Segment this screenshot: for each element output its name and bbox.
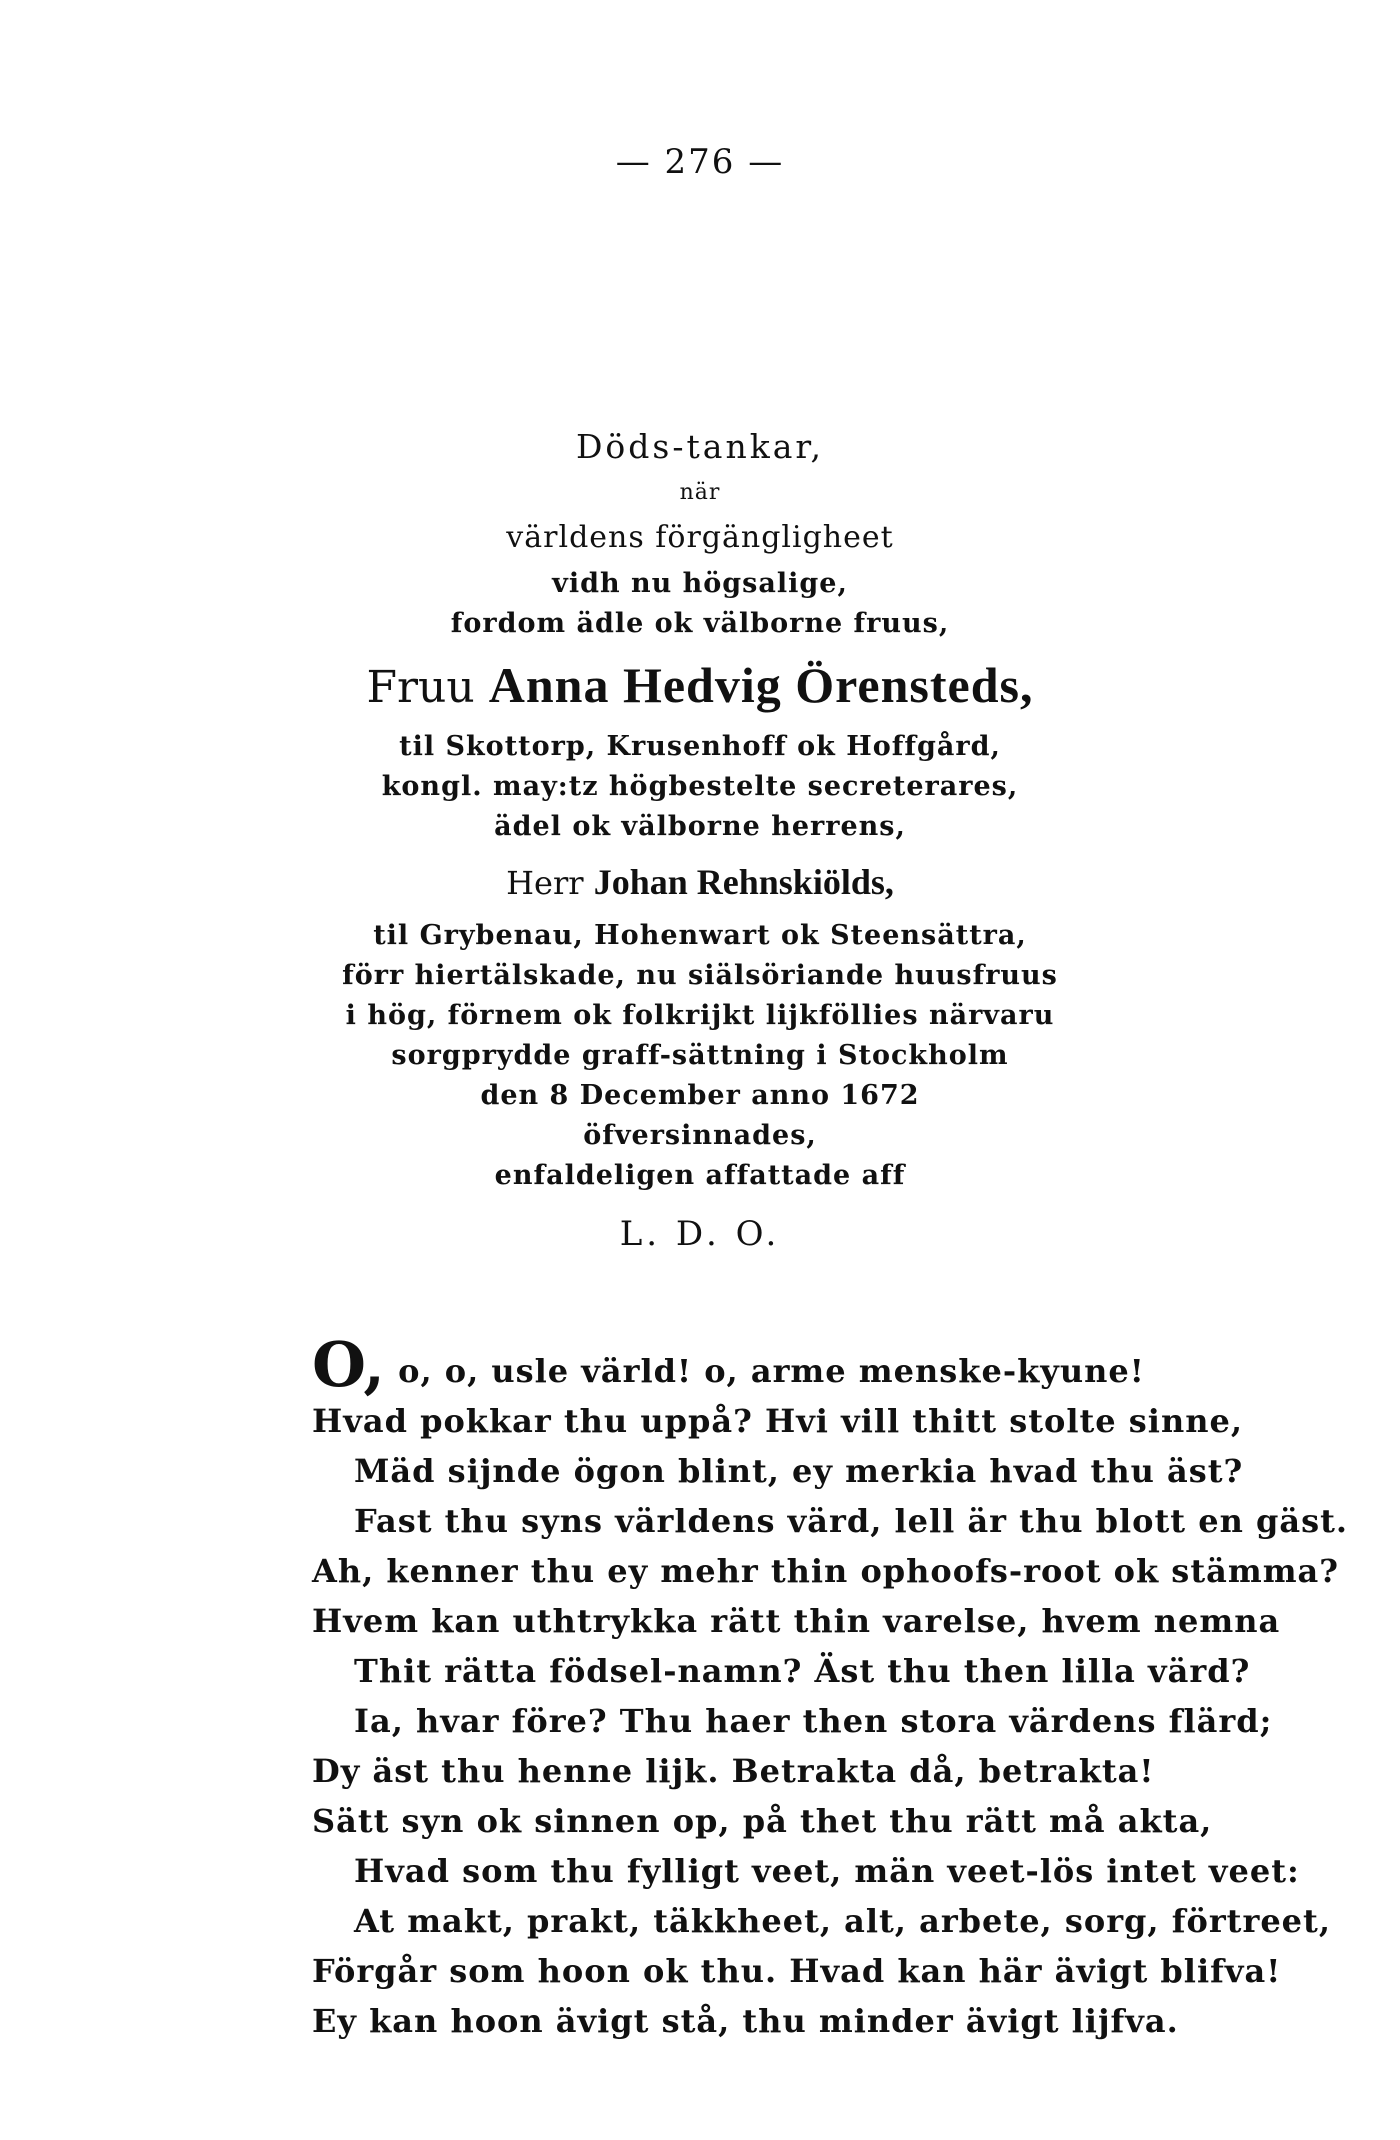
title-line-4: vidh nu högsalige, bbox=[552, 568, 848, 599]
poem-line-8: Ia, hvar före? Thu haer then stora värdens flärd; bbox=[354, 1702, 1273, 1740]
poem-line-1 bbox=[312, 1328, 1312, 1401]
deceased-name-prefix: Fruu bbox=[366, 662, 475, 713]
title-line-14: sorgprydde graff-sättning i Stockholm bbox=[391, 1040, 1009, 1071]
poem-line-2: Hvad pokkar thu uppå? Hvi vill thitt stolte sinne, bbox=[312, 1402, 1243, 1440]
poem-line-1-rest: o, o, usle värld! o, arme menske-kyune! bbox=[398, 1352, 1145, 1390]
author-initials: L. D. O. bbox=[619, 1214, 781, 1254]
husband-name-main: Johan Rehnskiölds, bbox=[593, 862, 894, 902]
poem-line-14: Ey kan hoon ävigt stå, thu minder ävigt lijfva. bbox=[312, 2002, 1179, 2040]
title-line-3: världens förgängligheet bbox=[506, 520, 894, 555]
title-line-16: öfversinnades, bbox=[583, 1120, 817, 1151]
title-line-11: til Grybenau, Hohenwart ok Steensättra, bbox=[373, 920, 1027, 951]
poem-line-11: Hvad som thu fylligt veet, män veet-lös intet veet: bbox=[354, 1852, 1300, 1890]
poem-line-4: Fast thu syns världens värd, lell är thu blott en gäst. bbox=[354, 1502, 1349, 1540]
poem-line-9: Dy äst thu henne lijk. Betrakta då, betrakta! bbox=[312, 1752, 1155, 1790]
page-number: — 276 — bbox=[615, 142, 785, 182]
deceased-name bbox=[0, 650, 1400, 723]
title-line-17: enfaldeligen affattade aff bbox=[494, 1160, 906, 1191]
title-line-9: ädel ok välborne herrens, bbox=[494, 811, 906, 842]
poem bbox=[312, 1328, 1349, 2046]
title-heading: Döds-tankar, bbox=[575, 427, 825, 466]
husband-name-prefix: Herr bbox=[506, 864, 584, 902]
poem-line-10: Sätt syn ok sinnen op, på thet thu rätt må akta, bbox=[312, 1802, 1213, 1840]
husband-name bbox=[0, 853, 1400, 912]
deceased-name-main: Anna Hedvig Örensteds, bbox=[488, 657, 1034, 713]
poem-line-7: Thit rätta födsel-namn? Äst thu then lilla värd? bbox=[354, 1652, 1251, 1690]
title-line-7: til Skottorp, Krusenhoff ok Hoffgård, bbox=[399, 731, 1001, 762]
title-line-8: kongl. may:tz högbestelte secreterares, bbox=[381, 771, 1019, 802]
drop-cap: O, bbox=[312, 1328, 386, 1401]
poem-line-13: Förgår som hoon ok thu. Hvad kan här ävigt blifva! bbox=[312, 1952, 1282, 1990]
title-line-2: när bbox=[679, 480, 721, 505]
title-line-12: förr hiertälskade, nu siälsöriande huusfruus bbox=[342, 960, 1058, 991]
poem-line-6: Hvem kan uthtrykka rätt thin varelse, hvem nemna bbox=[312, 1602, 1281, 1640]
poem-line-5: Ah, kenner thu ey mehr thin ophoofs-root ok stämma? bbox=[312, 1552, 1340, 1590]
title-line-13: i hög, förnem ok folkrijkt lijkföllies närvaru bbox=[345, 1000, 1055, 1031]
poem-line-3: Mäd sijnde ögon blint, ey merkia hvad thu äst? bbox=[354, 1452, 1244, 1490]
poem-line-12: At makt, prakt, täkkheet, alt, arbete, sorg, förtreet, bbox=[354, 1902, 1331, 1940]
title-line-15: den 8 December anno 1672 bbox=[480, 1080, 920, 1111]
title-line-5: fordom ädle ok välborne fruus, bbox=[450, 608, 950, 639]
title-block bbox=[0, 420, 1400, 1262]
